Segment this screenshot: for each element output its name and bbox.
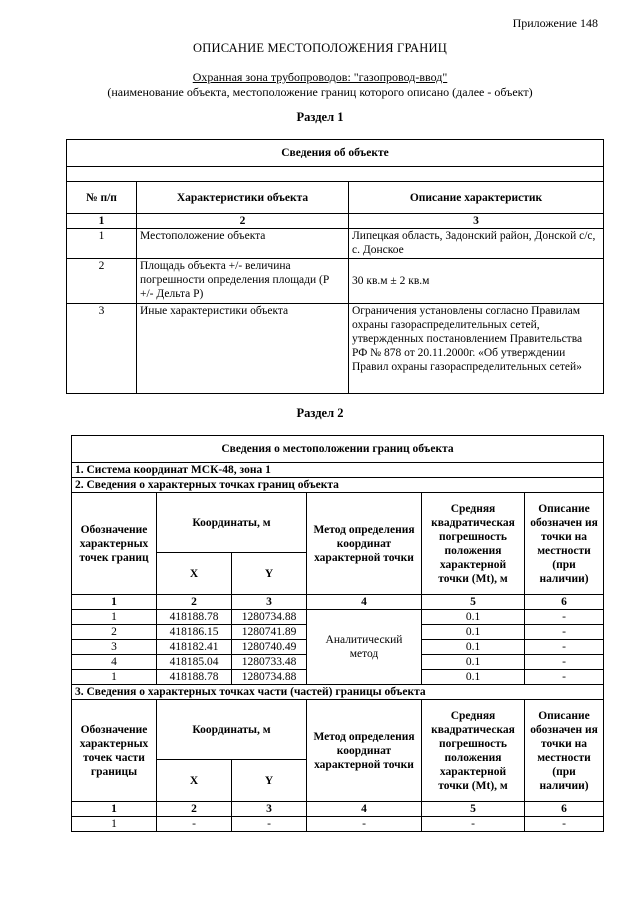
point-y: 1280741.89 — [232, 625, 307, 640]
row-value: 30 кв.м ± 2 кв.м — [349, 259, 604, 304]
point-description: - — [525, 610, 604, 625]
point-name: 3 — [72, 640, 157, 655]
point-name: 1 — [72, 610, 157, 625]
point-description: - — [525, 640, 604, 655]
point-description: - — [525, 670, 604, 685]
appendix-label: Приложение 148 — [512, 16, 598, 30]
table-row — [67, 304, 604, 394]
header-characteristic: Характеристики объекта — [137, 182, 349, 214]
col-number: 5 — [422, 595, 525, 610]
header-description: Описание характеристик — [349, 182, 604, 214]
row-name: Местоположение объекта — [137, 229, 349, 259]
point-y: 1280740.49 — [232, 640, 307, 655]
row-name: Площадь объекта +/- величина погрешности определения площади (Р +/- Дельта Р) — [137, 259, 349, 304]
coordinate-system: 1. Система координат МСК-48, зона 1 — [72, 463, 604, 478]
row-value: Липецкая область, Задонский район, Донской с/с, с. Донское — [349, 229, 604, 259]
header3-method: Метод определения координат характерной точки — [307, 700, 422, 802]
point-name: 2 — [72, 625, 157, 640]
header-y: Y — [232, 553, 307, 595]
point-name: 4 — [72, 655, 157, 670]
point-name: 1 — [72, 670, 157, 685]
method-value: Аналитический метод — [307, 610, 422, 685]
table-row — [67, 259, 604, 304]
part-point-y: - — [232, 817, 307, 832]
part-point-description: - — [525, 817, 604, 832]
header3-coords: Координаты, м — [157, 700, 307, 760]
table-row — [67, 229, 604, 259]
header-num: № п/п — [67, 182, 137, 214]
point-error: 0.1 — [422, 670, 525, 685]
part-point-name: 1 — [72, 817, 157, 832]
header3-error: Средняя квадратическая погрешность положения характерной точки (Mt), м — [422, 700, 525, 802]
row-value: Ограничения установлены согласно Правилам охраны газораспределительных сетей, утвержденных постановлением Правительства РФ № 878 от 20.11.2000г. «Об утверждении Правил охраны газораспределительных сетей» — [349, 304, 604, 394]
point-y: 1280734.88 — [232, 670, 307, 685]
object-name: Охранная зона трубопроводов: "газопровод-ввод" — [192, 70, 448, 84]
object-name-note: (наименование объекта, местоположение границ которого описано (далее - объект) — [107, 85, 533, 99]
point-error: 0.1 — [422, 610, 525, 625]
header-x: X — [157, 553, 232, 595]
document-title: ОПИСАНИЕ МЕСТОПОЛОЖЕНИЯ ГРАНИЦ — [193, 41, 447, 55]
col-number: 6 — [525, 802, 604, 817]
col-number: 5 — [422, 802, 525, 817]
header3-point: Обозначение характерных точек части границы — [72, 700, 157, 802]
boundary-table — [71, 435, 604, 832]
col-number: 1 — [67, 214, 137, 229]
point-error: 0.1 — [422, 655, 525, 670]
points-subsection: 2. Сведения о характерных точках границ объекта — [72, 478, 604, 493]
part-point-method: - — [307, 817, 422, 832]
col-number: 6 — [525, 595, 604, 610]
point-x: 418188.78 — [157, 610, 232, 625]
col-number: 3 — [232, 595, 307, 610]
section1-title: Раздел 1 — [296, 110, 344, 124]
point-x: 418182.41 — [157, 640, 232, 655]
table-row — [72, 610, 604, 625]
header3-y: Y — [232, 760, 307, 802]
table-row — [72, 817, 604, 832]
row-name: Иные характеристики объекта — [137, 304, 349, 394]
row-num: 2 — [67, 259, 137, 304]
part-points-subsection: 3. Сведения о характерных точках части (частей) границы объекта — [72, 685, 604, 700]
col-number: 4 — [307, 595, 422, 610]
row-num: 3 — [67, 304, 137, 394]
section2-title: Раздел 2 — [296, 406, 344, 420]
point-description: - — [525, 655, 604, 670]
point-error: 0.1 — [422, 640, 525, 655]
point-y: 1280733.48 — [232, 655, 307, 670]
point-x: 418186.15 — [157, 625, 232, 640]
col-number: 3 — [349, 214, 604, 229]
point-y: 1280734.88 — [232, 610, 307, 625]
boundary-caption: Сведения о местоположении границ объекта — [72, 436, 604, 463]
header-point: Обозначение характерных точек границ — [72, 493, 157, 595]
header-error: Средняя квадратическая погрешность положения характерной точки (Mt), м — [422, 493, 525, 595]
col-number: 3 — [232, 802, 307, 817]
col-number: 2 — [157, 802, 232, 817]
col-number: 1 — [72, 802, 157, 817]
object-info-table — [66, 139, 604, 394]
header-coords: Координаты, м — [157, 493, 307, 553]
spacer-row — [67, 167, 604, 182]
col-number: 2 — [137, 214, 349, 229]
col-number: 1 — [72, 595, 157, 610]
header-point-description: Описание обозначен ия точки на местности (при наличии) — [525, 493, 604, 595]
header3-point-description: Описание обозначен ия точки на местности (при наличии) — [525, 700, 604, 802]
point-x: 418185.04 — [157, 655, 232, 670]
point-error: 0.1 — [422, 625, 525, 640]
header3-x: X — [157, 760, 232, 802]
header-method: Метод определения координат характерной точки — [307, 493, 422, 595]
part-point-x: - — [157, 817, 232, 832]
col-number: 4 — [307, 802, 422, 817]
object-info-caption: Сведения об объекте — [67, 140, 604, 167]
part-point-error: - — [422, 817, 525, 832]
point-description: - — [525, 625, 604, 640]
row-num: 1 — [67, 229, 137, 259]
col-number: 2 — [157, 595, 232, 610]
point-x: 418188.78 — [157, 670, 232, 685]
